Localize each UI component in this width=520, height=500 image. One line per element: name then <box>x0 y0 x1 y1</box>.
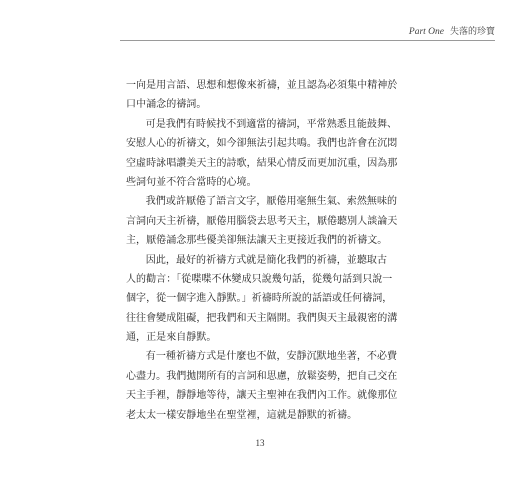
text-line: 人的勸言：「從喋喋不休變成只說幾句話，從幾句話到只說一 <box>126 273 393 285</box>
text-line: 因此，最好的祈禱方式就是簡化我們的祈禱，並聽取古 <box>145 254 387 266</box>
text-line: 主，厭倦誦念那些優美卻無法讓天主更接近我們的祈禱文。 <box>126 235 388 247</box>
text-line: 一向是用言語、思想和想像來祈禱，並且認為必須集中精神於 <box>126 80 398 91</box>
text-line: 可是我們有時候找不到適當的禱詞，平常熟悉且能鼓舞、 <box>145 118 398 130</box>
text-line: 心盡力。我們拋開所有的言詞和思慮，放鬆姿勢，把自己交在 <box>126 370 398 382</box>
text-line: 通，正是來自靜默。 <box>126 332 217 344</box>
text-line: 安慰人心的祈禱文，如今卻無法引起共鳴。我們也許會在沉悶 <box>126 138 398 150</box>
text-line: 有一種祈禱方式是什麼也不做，安靜沉默地坐著，不必費 <box>145 351 398 363</box>
text-line: 天主手裡，靜靜地等待，讓天主聖神在我們內工作。就像那位 <box>126 390 398 402</box>
text-line: 言詞向天主祈禱，厭倦用腦袋去思考天主，厭倦聽別人談論天 <box>126 215 398 227</box>
page-number: 13 <box>255 438 265 448</box>
text-line: 個字，從一個字進入靜默。」祈禱時所說的話語或任何禱詞， <box>126 293 393 305</box>
text-line: 往往會變成阻礙，把我們和天主隔開。我們與天主最親密的溝 <box>126 312 398 324</box>
text-line: 些詞句並不符合當時的心境。 <box>126 176 257 188</box>
part-label: Part One <box>408 27 444 37</box>
text-line: 空虛時詠唱讚美天主的詩歌，結果心情反而更加沉重，因為那 <box>126 157 398 169</box>
chapter-title: 失落的珍寶 <box>449 27 495 37</box>
running-header <box>409 24 495 37</box>
text-line: 老太太一樣安靜地坐在聖堂裡，這就是靜默的祈禱。 <box>126 409 358 421</box>
body-text <box>126 76 396 425</box>
header-rule <box>120 40 495 41</box>
text-line: 口中誦念的禱詞。 <box>126 99 207 111</box>
text-line: 我們或許厭倦了語言文字，厭倦用毫無生氣、索然無味的 <box>145 196 398 208</box>
